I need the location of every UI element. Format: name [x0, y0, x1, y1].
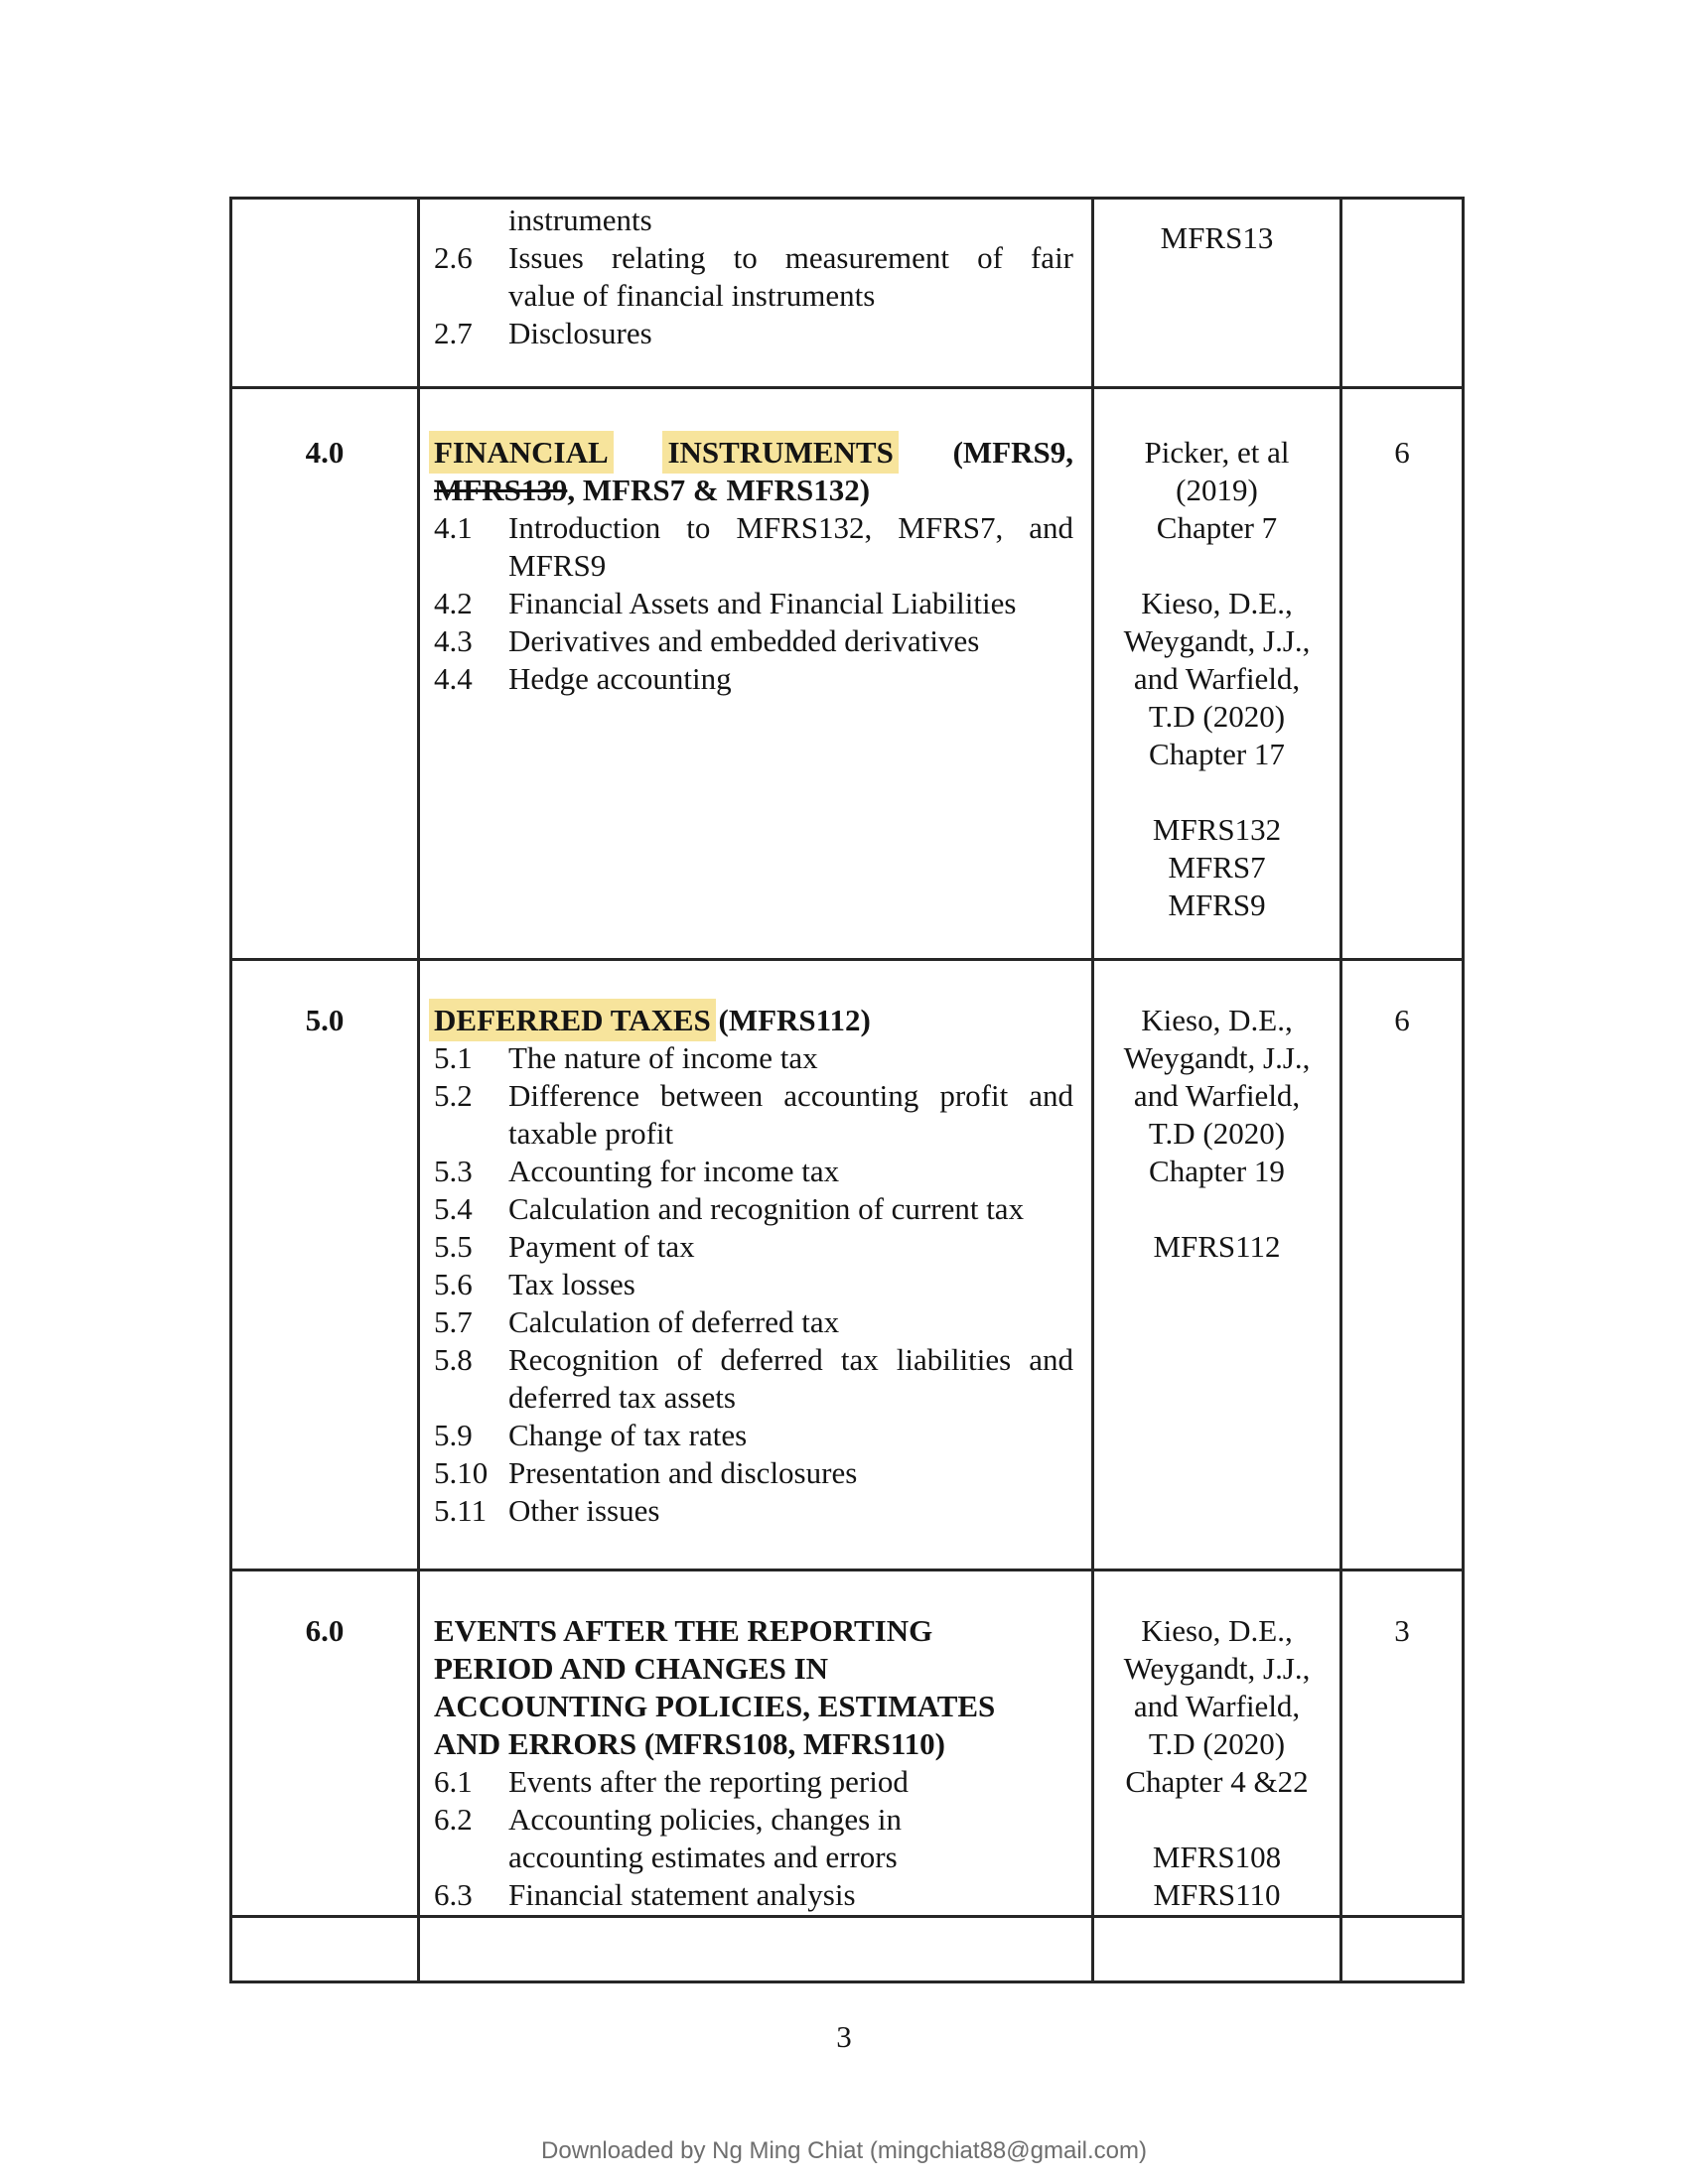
- reference-line: MFRS110: [1153, 1877, 1281, 1912]
- topic-cell: [419, 1570, 1093, 1917]
- topic-title-line: [434, 1612, 1073, 1650]
- topic-item: [434, 1801, 1073, 1876]
- hours-cell: [1341, 1917, 1464, 1982]
- hours-value: 6: [1394, 1003, 1410, 1037]
- topic-title-line: [434, 1002, 1073, 1039]
- reference-line: Weygandt, J.J.,: [1123, 623, 1311, 658]
- topic-item: [434, 202, 1073, 239]
- syllabus-table: [229, 197, 1465, 1983]
- item-number: 5.8: [434, 1342, 473, 1377]
- topic-item: [434, 315, 1073, 352]
- topic-cell: [419, 388, 1093, 960]
- item-line: Payment of tax: [508, 1229, 695, 1264]
- topic-item: [434, 1876, 1073, 1914]
- row-number-cell: [231, 1917, 419, 1982]
- hours-cell: [1341, 960, 1464, 1570]
- topic-title-line: [434, 1688, 1073, 1725]
- item-line: Disclosures: [508, 316, 652, 350]
- item-line: Calculation of deferred tax: [508, 1304, 840, 1339]
- title-text: AND ERRORS (MFRS108, MFRS110): [434, 1726, 945, 1761]
- item-line: MFRS9: [508, 548, 607, 583]
- reference-line: Weygandt, J.J.,: [1123, 1651, 1311, 1686]
- topic-cell: [419, 1917, 1093, 1982]
- reference-line: and Warfield,: [1133, 661, 1301, 696]
- hours-value: [1342, 1918, 1462, 1956]
- struck-text: MFRS139: [434, 473, 568, 507]
- title-text: (MFRS112): [710, 1003, 871, 1037]
- reference-line: [1096, 773, 1337, 811]
- hours-value: 6: [1394, 435, 1410, 470]
- item-number: 4.3: [434, 623, 473, 658]
- reference-content: [1094, 961, 1339, 1266]
- item-number: 5.6: [434, 1267, 473, 1301]
- reference-line: T.D (2020): [1148, 1726, 1286, 1761]
- title-text: [609, 435, 668, 470]
- reference-line: and Warfield,: [1133, 1689, 1301, 1723]
- table-row: [231, 1917, 1464, 1982]
- topic-item: [434, 660, 1073, 698]
- table-row: [231, 1570, 1464, 1917]
- reference-line: Picker, et al: [1144, 435, 1290, 470]
- item-number: 5.1: [434, 1040, 473, 1075]
- title-text: PERIOD AND CHANGES IN: [434, 1651, 829, 1686]
- reference-content: [1094, 1571, 1339, 1914]
- reference-line: Weygandt, J.J.,: [1123, 1040, 1311, 1075]
- item-number: 2.6: [434, 240, 473, 275]
- reference-cell: [1093, 960, 1341, 1570]
- reference-line: Chapter 19: [1149, 1154, 1285, 1188]
- title-text: , MFRS7 & MFRS132): [567, 473, 871, 507]
- topic-content: [420, 961, 1091, 1530]
- topic-content: [420, 389, 1091, 698]
- topic-item: [434, 1492, 1073, 1530]
- watermark-text: Downloaded by Ng Ming Chiat (mingchiat88@gmail.com): [541, 2137, 1147, 2164]
- item-number: 2.7: [434, 316, 473, 350]
- reference-line: MFRS9: [1168, 887, 1266, 922]
- item-number: 6.1: [434, 1764, 473, 1799]
- topic-cell: [419, 960, 1093, 1570]
- item-line: Derivatives and embedded derivatives: [508, 623, 980, 658]
- item-line: Difference between accounting profit and: [508, 1078, 1073, 1113]
- reference-line: MFRS132: [1152, 812, 1282, 847]
- item-line: taxable profit: [508, 1116, 674, 1151]
- item-line: Events after the reporting period: [508, 1764, 909, 1799]
- topic-item: [434, 1763, 1073, 1801]
- item-number: 5.10: [434, 1455, 489, 1490]
- item-number: 5.9: [434, 1418, 473, 1452]
- topic-item: [434, 1303, 1073, 1341]
- reference-line: MFRS7: [1168, 850, 1266, 885]
- item-line: deferred tax assets: [508, 1380, 736, 1415]
- reference-line: MFRS108: [1152, 1840, 1282, 1874]
- row-number: 4.0: [305, 435, 345, 470]
- reference-cell: [1093, 199, 1341, 388]
- row-number-cell: [231, 1570, 419, 1917]
- item-line: Other issues: [508, 1493, 660, 1528]
- reference-line: Kieso, D.E.,: [1141, 586, 1293, 620]
- title-text: [894, 435, 953, 470]
- topic-item: [434, 1341, 1073, 1417]
- reference-line: Chapter 17: [1149, 737, 1285, 771]
- reference-cell: [1093, 1917, 1341, 1982]
- topic-item: [434, 1039, 1073, 1077]
- item-line: Calculation and recognition of current tax: [508, 1191, 1025, 1226]
- reference-line: MFRS13: [1160, 220, 1274, 255]
- item-number: 5.3: [434, 1154, 473, 1188]
- topic-item: [434, 1266, 1073, 1303]
- item-line: Financial Assets and Financial Liabilities: [508, 586, 1017, 620]
- item-line: Issues relating to measurement of fair: [508, 240, 1073, 275]
- item-line: value of financial instruments: [508, 278, 876, 313]
- reference-line: Kieso, D.E.,: [1141, 1003, 1293, 1037]
- item-number: 5.7: [434, 1304, 473, 1339]
- hours-cell: [1341, 388, 1464, 960]
- reference-line: MFRS112: [1153, 1229, 1281, 1264]
- topic-item: [434, 622, 1073, 660]
- row-number: [232, 200, 417, 237]
- topic-item: [434, 509, 1073, 585]
- hours-cell: [1341, 1570, 1464, 1917]
- item-line: Accounting for income tax: [508, 1154, 840, 1188]
- item-number: 5.5: [434, 1229, 473, 1264]
- topic-item: [434, 1417, 1073, 1454]
- row-number-cell: [231, 388, 419, 960]
- item-number: 6.3: [434, 1877, 473, 1912]
- reference-line: Chapter 4 &22: [1125, 1764, 1309, 1799]
- item-line: Accounting policies, changes in: [508, 1802, 903, 1837]
- topic-content: [420, 200, 1091, 352]
- table-row: [231, 199, 1464, 388]
- hours-cell: [1341, 199, 1464, 388]
- reference-line: and Warfield,: [1133, 1078, 1301, 1113]
- topic-item: [434, 585, 1073, 622]
- row-number-cell: [231, 199, 419, 388]
- row-number: 6.0: [305, 1613, 345, 1648]
- topic-title-line: [434, 1725, 1073, 1763]
- hours-value: [1342, 200, 1462, 237]
- item-line: The nature of income tax: [508, 1040, 818, 1075]
- item-line: Introduction to MFRS132, MFRS7, and: [508, 510, 1073, 545]
- title-text: EVENTS AFTER THE REPORTING: [434, 1613, 933, 1648]
- item-line: Recognition of deferred tax liabilities and: [508, 1342, 1073, 1377]
- topic-cell: [419, 199, 1093, 388]
- topic-title-line: [434, 1650, 1073, 1688]
- topic-item: [434, 1228, 1073, 1266]
- reference-line: (2019): [1176, 473, 1258, 507]
- topic-item: [434, 239, 1073, 315]
- item-line: Change of tax rates: [508, 1418, 748, 1452]
- item-number: 5.2: [434, 1078, 473, 1113]
- item-line: Presentation and disclosures: [508, 1455, 858, 1490]
- row-number: 5.0: [305, 1003, 345, 1037]
- topic-item: [434, 1153, 1073, 1190]
- reference-content: [1094, 200, 1339, 257]
- reference-line: [1096, 547, 1337, 585]
- item-number: 5.11: [434, 1493, 488, 1528]
- topic-title-line: [434, 472, 1073, 509]
- item-line: Financial statement analysis: [508, 1877, 856, 1912]
- title-text: ACCOUNTING POLICIES, ESTIMATES: [434, 1689, 996, 1723]
- title-text: (MFRS9,: [952, 435, 1074, 470]
- row-number-cell: [231, 960, 419, 1570]
- topic-title-line: [434, 434, 1073, 472]
- item-number: 4.2: [434, 586, 473, 620]
- topic-item: [434, 1077, 1073, 1153]
- reference-line: T.D (2020): [1148, 1116, 1286, 1151]
- reference-content: [1094, 389, 1339, 924]
- reference-line: T.D (2020): [1148, 699, 1286, 734]
- syllabus-table-body: [231, 199, 1464, 1982]
- topic-item: [434, 1454, 1073, 1492]
- item-line: Hedge accounting: [508, 661, 732, 696]
- item-number: 5.4: [434, 1191, 473, 1226]
- topic-content: [420, 1571, 1091, 1914]
- table-row: [231, 960, 1464, 1570]
- item-line: accounting estimates and errors: [508, 1840, 898, 1874]
- item-number: 4.4: [434, 661, 473, 696]
- reference-cell: [1093, 388, 1341, 960]
- item-line: Tax losses: [508, 1267, 635, 1301]
- hours-value: 3: [1394, 1613, 1410, 1648]
- reference-line: [1096, 1190, 1337, 1228]
- highlighted-text: DEFERRED TAXES: [429, 999, 716, 1041]
- topic-item: [434, 1190, 1073, 1228]
- reference-cell: [1093, 1570, 1341, 1917]
- reference-line: [1096, 1801, 1337, 1839]
- highlighted-text: FINANCIAL: [429, 431, 614, 474]
- highlighted-text: INSTRUMENTS: [662, 431, 898, 474]
- page-number: 3: [836, 2019, 852, 2054]
- table-row: [231, 388, 1464, 960]
- item-number: 6.2: [434, 1802, 473, 1837]
- item-line: instruments: [508, 203, 652, 237]
- row-number: [232, 1918, 417, 1956]
- item-number: 4.1: [434, 510, 473, 545]
- reference-line: Kieso, D.E.,: [1141, 1613, 1293, 1648]
- reference-line: Chapter 7: [1156, 510, 1278, 545]
